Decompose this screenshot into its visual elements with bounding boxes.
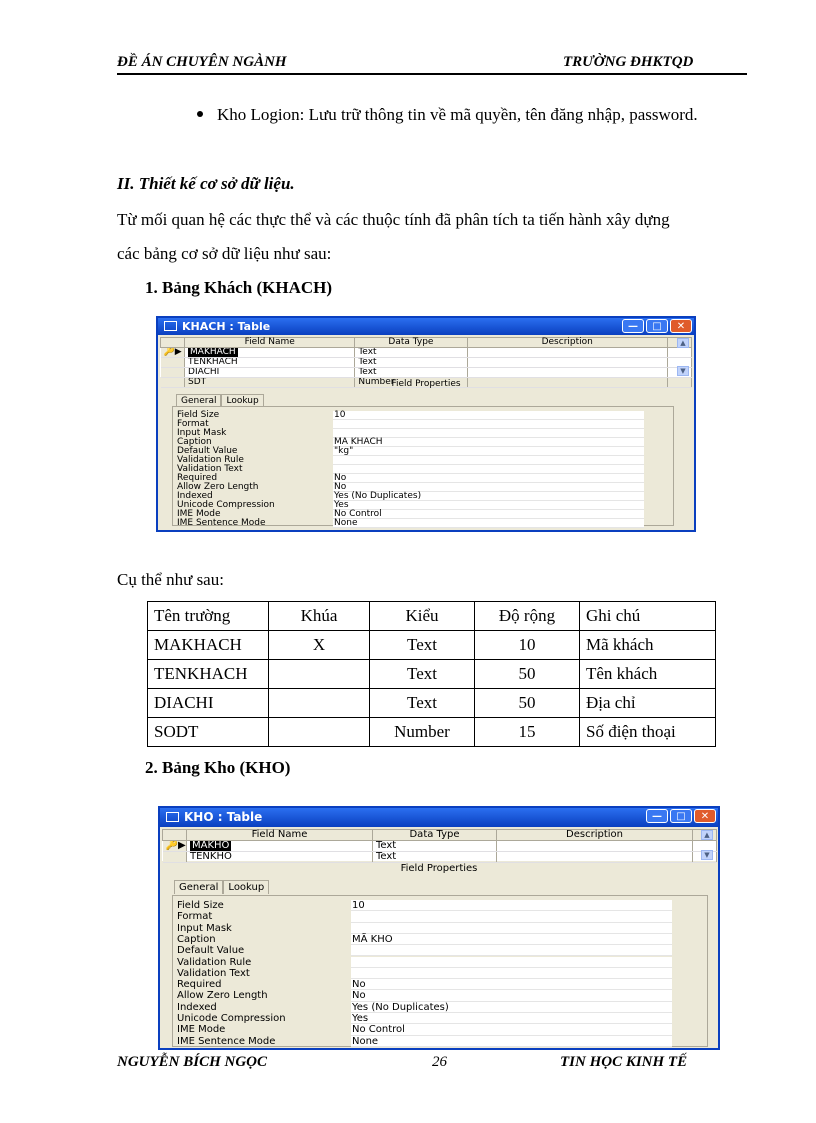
table-row[interactable]: [163, 852, 717, 863]
header-left: ĐỀ ÁN CHUYÊN NGÀNH: [117, 54, 287, 70]
table-row[interactable]: [161, 368, 692, 378]
properties-panel: [172, 895, 708, 1047]
property-row: [173, 1024, 707, 1035]
property-value[interactable]: [351, 923, 672, 934]
property-row: [173, 1013, 707, 1024]
tab-lookup[interactable]: Lookup: [223, 880, 269, 894]
cell-field: MAKHACH: [148, 631, 269, 660]
property-row: [173, 483, 673, 492]
th-type: Kiểu: [370, 602, 475, 631]
property-value[interactable]: MA KHACH: [333, 438, 644, 447]
tab-general[interactable]: General: [174, 880, 223, 894]
header-rule: [117, 73, 747, 75]
footer-left: NGUYỄN BÍCH NGỌC: [117, 1054, 268, 1070]
field-grid: [162, 829, 716, 861]
cell-key: [269, 660, 370, 689]
table-row: [148, 689, 716, 718]
field-name-cell[interactable]: TENKHACH: [185, 358, 355, 368]
header-right: TRƯỜNG ĐHKTQD: [563, 54, 694, 70]
property-value[interactable]: No Control: [333, 510, 644, 519]
property-name: Default Value: [177, 446, 238, 456]
description-cell[interactable]: [497, 841, 693, 852]
data-type-cell[interactable]: Text: [355, 348, 467, 358]
property-name: Caption: [177, 933, 216, 945]
table-row: [148, 631, 716, 660]
property-row: [173, 519, 673, 528]
tab-lookup[interactable]: Lookup: [221, 394, 263, 407]
property-name: Input Mask: [177, 922, 232, 934]
property-row: [173, 429, 673, 438]
property-row: [173, 1036, 707, 1047]
field-properties-label: Field Properties: [400, 863, 478, 874]
table-header-row: [148, 602, 716, 631]
table-row: [148, 660, 716, 689]
row-selector[interactable]: 🔑▶: [163, 841, 187, 852]
property-value[interactable]: Yes (No Duplicates): [333, 492, 644, 501]
property-row: [173, 1002, 707, 1013]
properties-tabs: [174, 880, 269, 894]
minimize-button[interactable]: —: [622, 319, 644, 333]
window-titlebar[interactable]: [158, 318, 694, 335]
field-name-cell[interactable]: DIACHI: [185, 368, 355, 378]
property-row: [173, 438, 673, 447]
minimize-button[interactable]: —: [646, 809, 668, 823]
cell-width: 50: [475, 660, 580, 689]
property-value[interactable]: 10: [351, 900, 672, 911]
detail-label: Cụ thể như sau:: [117, 570, 224, 589]
property-name: Format: [177, 911, 213, 923]
property-row: [173, 456, 673, 465]
property-name: Allow Zero Length: [177, 990, 268, 1002]
property-row: [173, 411, 673, 420]
property-name: Validation Rule: [177, 455, 244, 465]
field-detail-table: [147, 601, 716, 747]
bullet-icon: [197, 111, 203, 117]
footer-page-number: 26: [432, 1054, 447, 1070]
intro-line-1: Từ mối quan hệ các thực thể và các thuộc tính đã phân tích ta tiến hành xây dựng: [117, 210, 670, 229]
property-value[interactable]: [351, 968, 672, 979]
property-value[interactable]: [333, 456, 644, 465]
field-name-cell[interactable]: MAKHACH: [190, 347, 236, 357]
cell-field: DIACHI: [148, 689, 269, 718]
th-width: Độ rộng: [475, 602, 580, 631]
intro-line-2: các bảng cơ sở dữ liệu như sau:: [117, 244, 332, 263]
cell-field: SODT: [148, 718, 269, 747]
field-properties-label: Field Properties: [391, 379, 461, 389]
col-header-description[interactable]: Description: [467, 338, 667, 348]
data-type-cell[interactable]: Number: [355, 378, 467, 388]
property-value[interactable]: Yes (No Duplicates): [351, 1002, 672, 1013]
property-name: Format: [177, 419, 209, 429]
col-header-field-name[interactable]: Field Name: [185, 338, 355, 348]
col-header-data-type[interactable]: Data Type: [355, 338, 467, 348]
window-title: KHACH : Table: [182, 320, 271, 333]
cell-note: Tên khách: [580, 660, 716, 689]
property-row: [173, 911, 707, 922]
property-value[interactable]: None: [333, 519, 644, 528]
section-title: II. Thiết kế cơ sở dữ liệu.: [117, 174, 295, 193]
col-header-description[interactable]: Description: [497, 830, 693, 841]
khach-table-window: [156, 316, 696, 532]
window-title: KHO : Table: [184, 810, 263, 824]
property-name: IME Sentence Mode: [177, 518, 266, 528]
property-value[interactable]: MÃ KHO: [351, 934, 672, 945]
data-type-cell[interactable]: Text: [373, 841, 497, 852]
table-icon: [166, 812, 179, 822]
property-row: [173, 900, 707, 911]
property-name: Input Mask: [177, 428, 227, 438]
row-selector[interactable]: 🔑▶: [161, 348, 185, 358]
row-selector[interactable]: [161, 368, 185, 378]
scroll-down-icon[interactable]: ▼: [677, 366, 689, 376]
property-value[interactable]: No: [333, 474, 644, 483]
description-cell[interactable]: [467, 358, 667, 368]
field-name-cell[interactable]: SDT: [185, 378, 355, 388]
property-row: [173, 420, 673, 429]
property-row: [173, 945, 707, 956]
cell-width: 10: [475, 631, 580, 660]
data-type-cell[interactable]: Text: [355, 358, 467, 368]
cell-type: Text: [370, 631, 475, 660]
property-row: [173, 957, 707, 968]
scroll-up-icon[interactable]: ▲: [701, 830, 713, 840]
property-row: [173, 501, 673, 510]
property-value[interactable]: Yes: [351, 1013, 672, 1024]
property-value[interactable]: No: [351, 979, 672, 990]
property-value[interactable]: [333, 420, 644, 429]
property-row: [173, 934, 707, 945]
cell-type: Text: [370, 660, 475, 689]
property-name: Field Size: [177, 410, 220, 420]
table-row: [148, 718, 716, 747]
property-row: [173, 923, 707, 934]
property-name: Field Size: [177, 900, 224, 911]
maximize-button[interactable]: □: [646, 319, 668, 333]
property-row: [173, 979, 707, 990]
th-note: Ghi chú: [580, 602, 716, 631]
close-button[interactable]: ✕: [670, 319, 692, 333]
col-header-field-name[interactable]: Field Name: [187, 830, 373, 841]
property-name: Required: [177, 979, 222, 991]
description-cell[interactable]: [497, 852, 693, 863]
th-key: Khúa: [269, 602, 370, 631]
property-value[interactable]: Yes: [333, 501, 644, 510]
field-name-cell[interactable]: MAKHO: [192, 840, 230, 851]
property-row: [173, 447, 673, 456]
tab-general[interactable]: General: [176, 394, 221, 407]
th-field-name: Tên trường: [148, 602, 269, 631]
table-row[interactable]: [161, 348, 692, 358]
maximize-button[interactable]: □: [670, 809, 692, 823]
kho-table-window: [158, 806, 720, 1050]
property-row: [173, 465, 673, 474]
data-type-cell[interactable]: Text: [373, 852, 497, 863]
row-selector[interactable]: [163, 852, 187, 863]
property-name: Caption: [177, 437, 212, 447]
property-value[interactable]: No: [333, 483, 644, 492]
property-name: Allow Zero Length: [177, 482, 259, 492]
cell-type: Text: [370, 689, 475, 718]
property-name: IME Sentence Mode: [177, 1035, 276, 1047]
property-row: [173, 968, 707, 979]
property-name: Indexed: [177, 1001, 217, 1013]
cell-note: Địa chỉ: [580, 689, 716, 718]
field-name-cell[interactable]: TENKHO: [187, 852, 373, 863]
cell-note: Số điện thoại: [580, 718, 716, 747]
property-value[interactable]: [351, 945, 672, 956]
cell-width: 15: [475, 718, 580, 747]
bullet-text: Kho Logion: Lưu trữ thông tin về mã quyền, tên đăng nhập, password.: [217, 105, 698, 124]
cell-key: X: [269, 631, 370, 660]
property-name: Unicode Compression: [177, 1013, 286, 1024]
grid-corner: [163, 830, 187, 841]
property-name: IME Mode: [177, 509, 221, 519]
cell-note: Mã khách: [580, 631, 716, 660]
property-value[interactable]: None: [351, 1036, 672, 1047]
cell-key: [269, 718, 370, 747]
property-name: Validation Text: [177, 464, 243, 474]
close-button[interactable]: ✕: [694, 809, 716, 823]
properties-panel: [172, 406, 674, 526]
property-value[interactable]: [333, 465, 644, 474]
property-name: Validation Text: [177, 967, 250, 979]
row-selector[interactable]: [161, 358, 185, 368]
scroll-up-icon[interactable]: ▲: [677, 338, 689, 348]
cell-width: 50: [475, 689, 580, 718]
cell-type: Number: [370, 718, 475, 747]
window-titlebar[interactable]: [160, 808, 718, 827]
property-value[interactable]: No Control: [351, 1024, 672, 1035]
table-icon: [164, 321, 177, 331]
bullet-item: [197, 105, 698, 125]
property-name: Default Value: [177, 945, 245, 957]
description-cell[interactable]: [467, 348, 667, 358]
property-value[interactable]: [351, 911, 672, 922]
table1-heading: 1. Bảng Khách (KHACH): [145, 278, 333, 297]
property-value[interactable]: [351, 957, 672, 968]
grid-corner: [161, 338, 185, 348]
footer-right: TIN HỌC KINH TẾ: [560, 1054, 688, 1070]
scroll-down-icon[interactable]: ▼: [701, 850, 713, 860]
property-name: Indexed: [177, 491, 213, 501]
property-name: Required: [177, 473, 218, 483]
property-value[interactable]: 10: [333, 411, 644, 420]
property-name: Unicode Compression: [177, 500, 275, 510]
cell-key: [269, 689, 370, 718]
property-row: [173, 990, 707, 1001]
property-name: IME Mode: [177, 1024, 226, 1036]
table-row[interactable]: [161, 358, 692, 368]
property-name: Validation Rule: [177, 956, 252, 968]
cell-field: TENKHACH: [148, 660, 269, 689]
col-header-data-type[interactable]: Data Type: [373, 830, 497, 841]
data-type-cell[interactable]: Text: [355, 368, 467, 378]
table-row[interactable]: [163, 841, 717, 852]
table2-heading: 2. Bảng Kho (KHO): [145, 758, 291, 777]
description-cell[interactable]: [467, 368, 667, 378]
property-value[interactable]: No: [351, 990, 672, 1001]
property-value[interactable]: "kg": [333, 447, 644, 456]
